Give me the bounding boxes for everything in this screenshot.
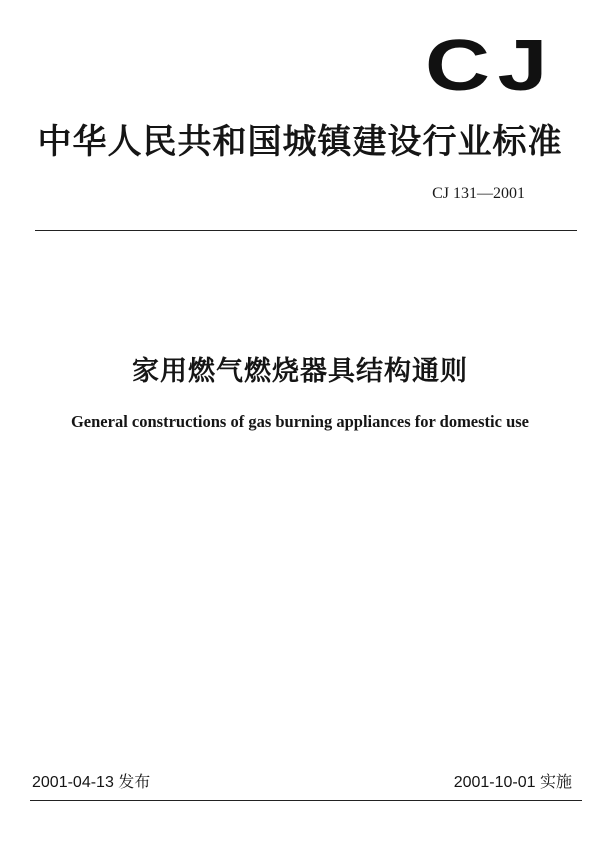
standard-code: CJ 131—2001 — [432, 185, 525, 202]
document-title-english: General constructions of gas burning appliances for domestic use — [70, 412, 530, 431]
document-title-chinese: 家用燃气燃烧器具结构通则 — [132, 356, 468, 387]
bottom-divider — [30, 800, 582, 801]
implementation-date: 2001-10-01 实施 — [453, 774, 572, 791]
issue-date: 2001-04-13 发布 — [32, 774, 151, 791]
cj-logo: CJ — [424, 26, 555, 106]
standard-title: 中华人民共和国城镇建设行业标准 — [37, 122, 563, 162]
top-divider — [35, 230, 577, 231]
